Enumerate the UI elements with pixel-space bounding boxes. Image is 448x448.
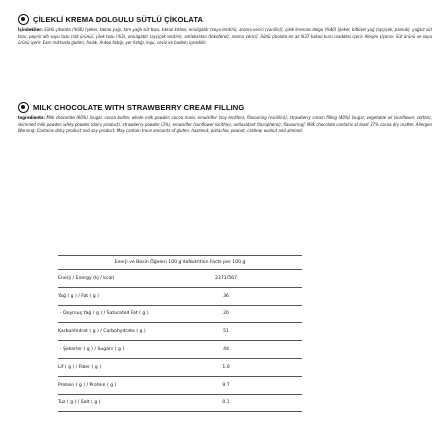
nutrition-row bbox=[58, 288, 302, 306]
brand-circle-icon bbox=[18, 102, 29, 113]
turkish-ingredients bbox=[18, 28, 432, 48]
turkish-product-title: ÇİLEKLİ KREMA DOLGULU SÜTLÜ ÇİKOLATA bbox=[33, 15, 204, 24]
nutrition-row-value: 51 bbox=[223, 329, 229, 335]
turkish-title-row bbox=[18, 14, 432, 25]
nutrition-row bbox=[58, 395, 302, 413]
nutrition-row bbox=[58, 270, 302, 288]
nutrition-row bbox=[58, 377, 302, 395]
brand-circle-icon bbox=[18, 14, 29, 25]
nutrition-row-value: 0.1 bbox=[222, 400, 230, 406]
nutrition-row-label: Tuz ( g ) / Salt ( g ) bbox=[58, 400, 101, 406]
nutrition-row bbox=[58, 323, 302, 341]
nutrition-row-value: 20 bbox=[223, 311, 229, 317]
turkish-label-section bbox=[18, 14, 432, 48]
nutrition-row-label: Yağ ( g ) / Fat ( g ) bbox=[58, 293, 99, 299]
nutrition-row-label: - Doymuş Yağ ( g ) / Saturated Fat ( g ) bbox=[60, 311, 149, 317]
nutrition-row bbox=[58, 359, 302, 377]
english-title-row bbox=[18, 102, 432, 113]
english-product-title: MILK CHOCOLATE WITH STRAWBERRY CREAM FILLING bbox=[33, 103, 245, 112]
english-ingredients-label: Ingredients: bbox=[18, 116, 45, 121]
nutrition-row bbox=[58, 341, 302, 359]
english-label-section bbox=[18, 102, 432, 136]
nutrition-row-label: Karbonhidrat ( g ) / Carbohydrate ( g ) bbox=[58, 329, 146, 335]
nutrition-row-value: 36 bbox=[223, 293, 229, 299]
nutrition-row-label: - Şekerler ( g ) / Sugars ( g ) bbox=[60, 347, 125, 353]
nutrition-rows bbox=[58, 270, 302, 412]
english-ingredients-text: Milk chocolate (60%) [sugar, cocoa butter, whole milk powder, cocoa mass, emulsifier (soy lecithin), flavouring (vanillin)], strawberry cream filling (40%) [sugar, vegetable oil (sunflower, cotton), skimmed milk powder, whey powder (dairy product), strawberry powder (3%), emulsifier (sunflower lecithin), antioxidant (tocopherol), flavouring]. Milk chocolate contains at least 37% cocoa dry matter. Allergen Warning: Contains dairy product and soy product. May contain trace amounts of gluten, hazelnut, pistachio, peanut, cashew, walnut and almond. bbox=[18, 116, 432, 135]
turkish-ingredients-text: Sütlü çikolata (%60) [şeker, kakao yağı, tam yağlı süt tozu, kakao kitlesi, emülgatör (soya lesitini), aroma verici (vanilin)], çilek kreması dolgu (%40) [şeker, bitkisel yağ (ayçiçek, pamuk), yağsız süt tozu, peynir altı suyu tozu (süt ürünü), çilek tozu (%3), emülgatör (ayçiçek lesitini), antioksidan (tokoferol), aroma verici]. Sütlü çikolata en az %37 kakao kuru maddesi içerir. Alerjen Uyarısı: Süt ürünü ve soya ürünü içerir. Eser miktarda gluten, fındık, Antep fıstığı, yer fıstığı, kaju, ceviz ve badem içerebilir. bbox=[18, 28, 432, 47]
turkish-ingredients-label: İçindekiler: bbox=[18, 28, 43, 33]
nutrition-row-value: 9.7 bbox=[222, 382, 230, 388]
nutrition-facts-table bbox=[58, 255, 302, 412]
nutrition-row-label: Protein ( g ) / Protein ( g ) bbox=[58, 382, 117, 388]
nutrition-row-label: Lif ( g ) / Fiber ( g ) bbox=[58, 364, 101, 370]
nutrition-row-value: 2371/567 bbox=[214, 275, 237, 281]
nutrition-row-value: 1.0 bbox=[222, 364, 230, 370]
nutrition-table-header: Enerji ve Besin Öğeleri 100 g'daNutrition Facts per 100 g bbox=[58, 256, 302, 270]
english-ingredients bbox=[18, 116, 432, 136]
nutrition-row bbox=[58, 306, 302, 324]
nutrition-row-label: Enerji / Energy (kj / kcal) bbox=[58, 275, 115, 281]
nutrition-row-value: 44 bbox=[223, 347, 229, 353]
